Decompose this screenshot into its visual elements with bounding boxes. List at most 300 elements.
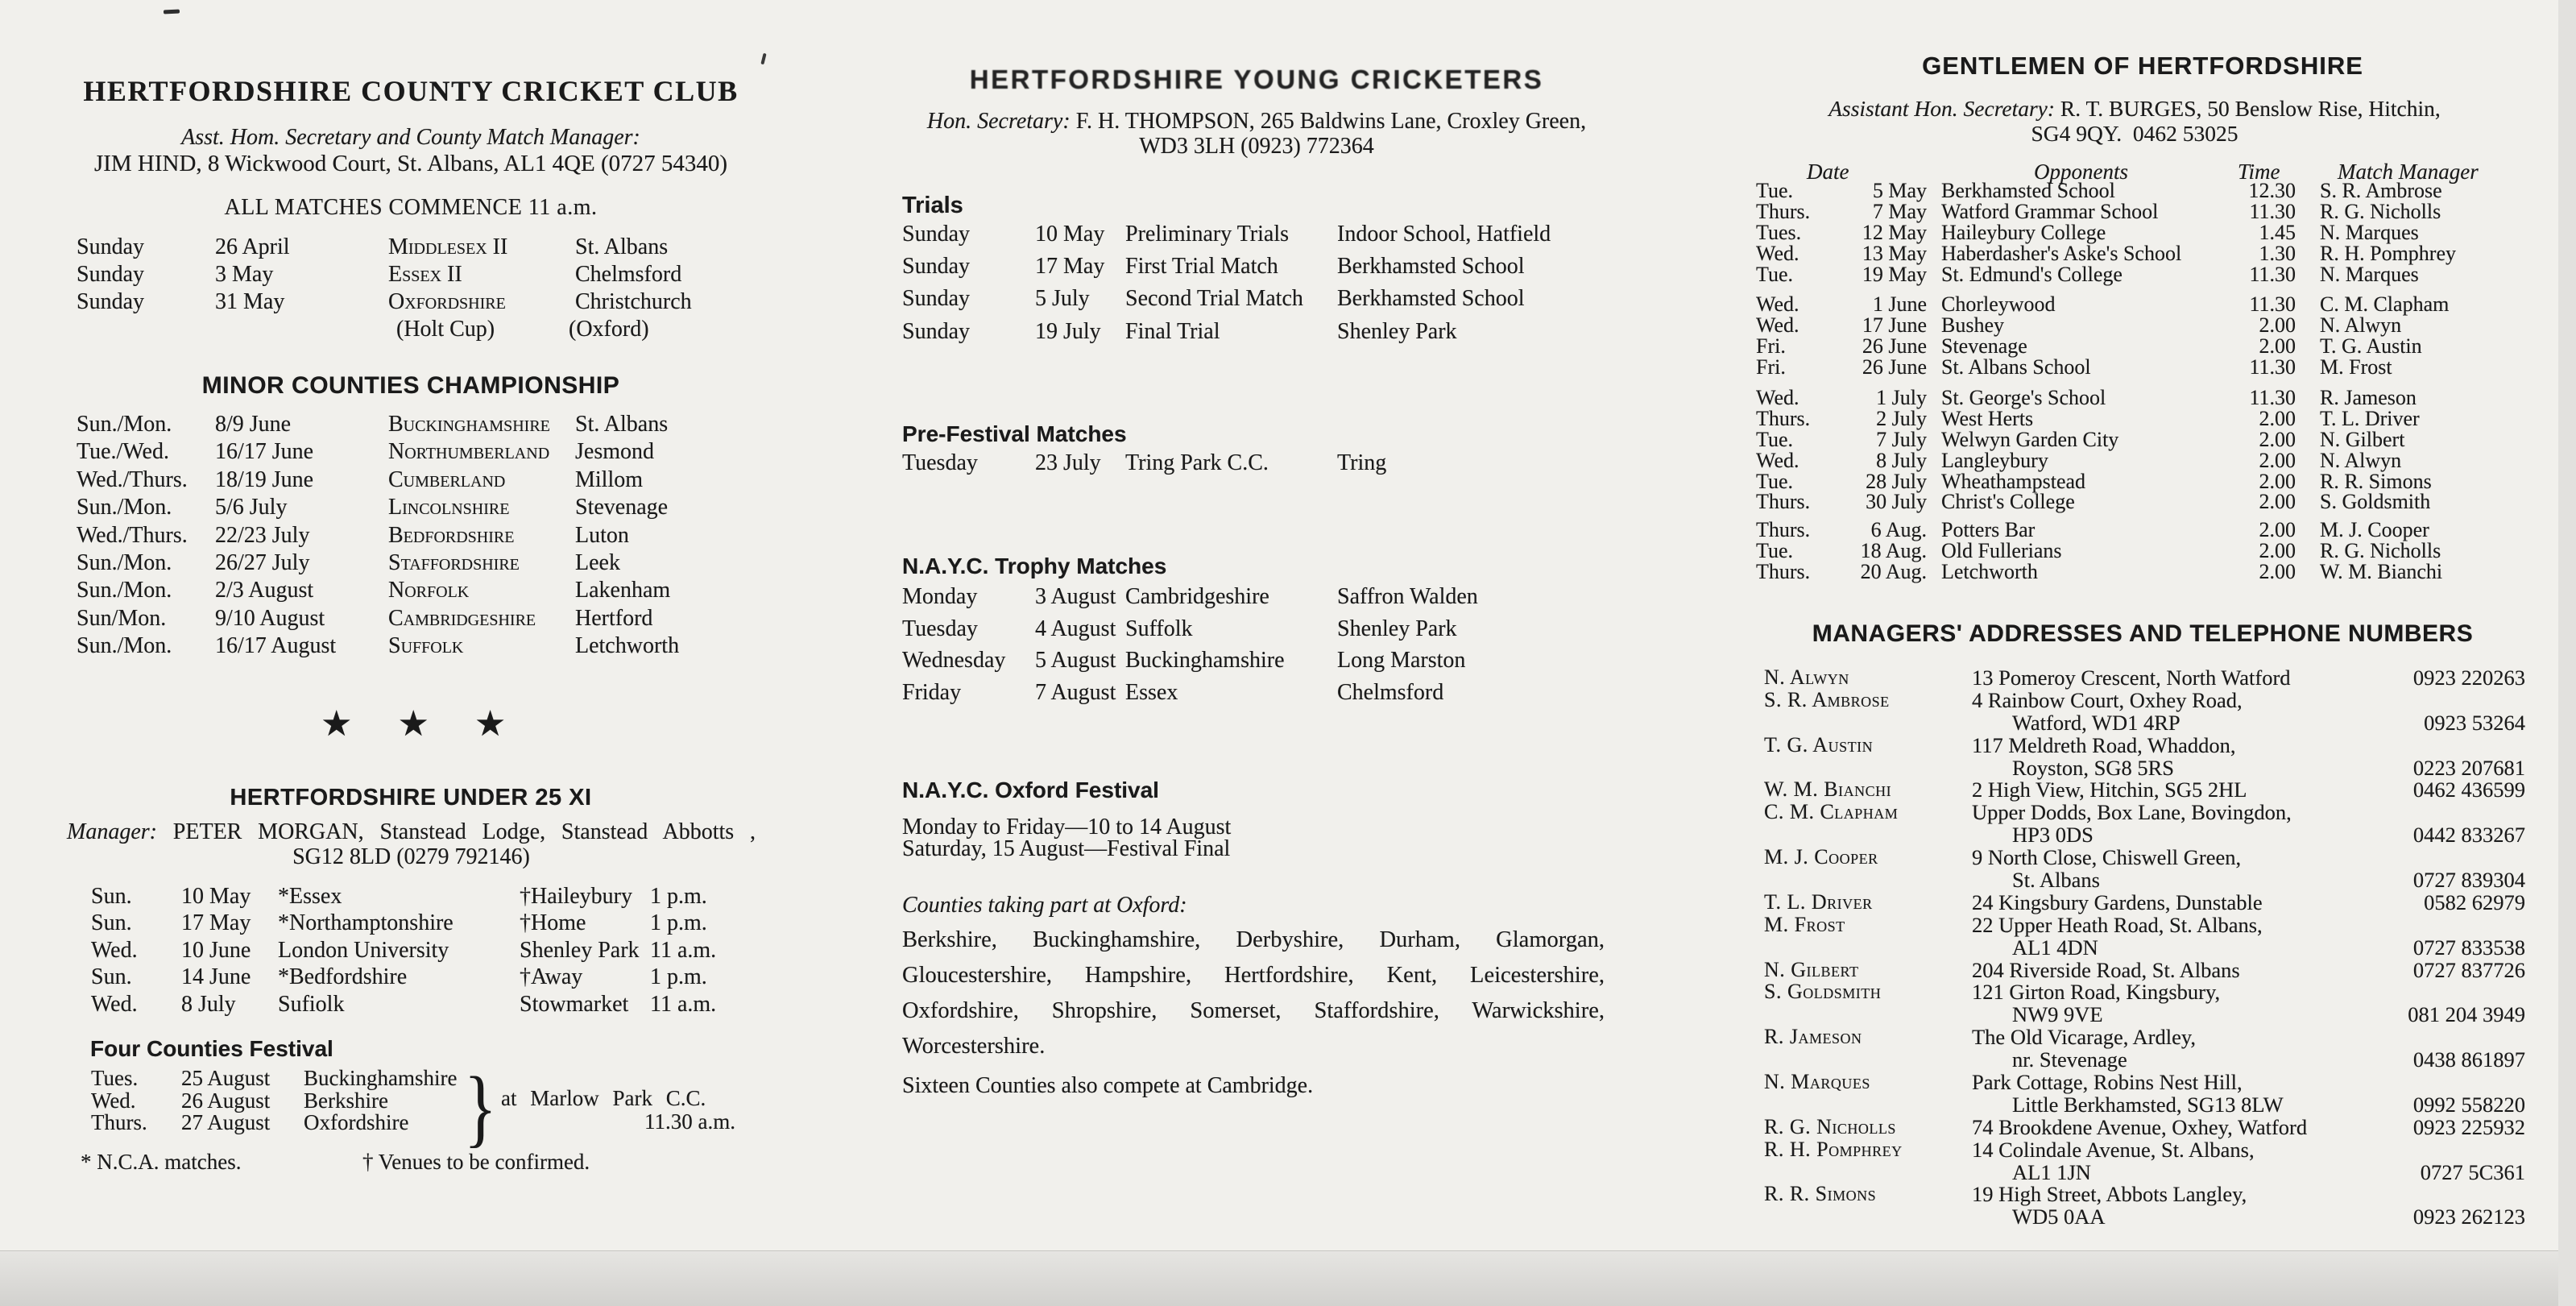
right-secretary-line <box>1692 96 2576 122</box>
fixture-match-manager: T. G. Austin <box>2320 334 2422 358</box>
fixture-time: 11 a.m. <box>650 937 717 963</box>
match-day: Friday <box>902 680 962 706</box>
fixture-day: Tue./Wed. <box>77 439 169 465</box>
match-venue: Chelmsford <box>1337 680 1444 706</box>
manager-name: C. M. Clapham <box>1764 800 1899 824</box>
fixture-day: Sun./Mon. <box>77 549 172 575</box>
fixture-date: 1 June <box>1872 292 1927 316</box>
fixture-day: Sun./Mon. <box>77 633 172 659</box>
fixture-date: 20 Aug. <box>1860 559 1927 583</box>
prefestival-table <box>902 452 1643 484</box>
counties-line: Gloucestershire, Hampshire, Hertfordshire, Kent, Leicestershire, <box>902 963 1605 988</box>
fixture-day: Thurs. <box>1756 199 1811 223</box>
fixture-date: 26 August <box>181 1088 271 1113</box>
fixture-opponent: Cambridgeshire <box>388 605 536 631</box>
fixture-time: 2.00 <box>2259 448 2296 472</box>
match-day: Monday <box>902 584 978 609</box>
fixture-date: 3 May <box>215 262 274 287</box>
manager-address: Upper Dodds, Box Lane, Bovingdon, <box>1972 800 2292 825</box>
fixture-match-manager: N. Marques <box>2320 262 2419 286</box>
manager-address: 117 Meldreth Road, Whaddon, <box>1972 732 2236 757</box>
manager-name: N. Marques <box>1764 1070 1870 1094</box>
match-date: 5 August <box>1035 648 1116 674</box>
match-opponent: Tring Park C.C. <box>1125 450 1269 475</box>
fixture-time: 12.30 <box>2248 179 2296 202</box>
fixture-venue: Millom <box>575 466 644 492</box>
manager-address: 74 Brookdene Avenue, Oxhey, Watford <box>1972 1114 2308 1139</box>
manager-address-line <box>1764 914 2525 937</box>
match-opponent: Essex <box>1125 680 1178 706</box>
fixture-date: 31 May <box>215 289 285 314</box>
cambridge-note: Sixteen Counties also compete at Cambridge. <box>902 1073 1314 1098</box>
fixture-day: Thurs. <box>1756 518 1811 541</box>
star-icon: ★ <box>397 704 429 744</box>
four-counties-title: Four Counties Festival <box>90 1036 333 1061</box>
fixture-opponent: Oxfordshire <box>388 289 506 314</box>
fixture-opponent: Berkshire <box>304 1088 388 1113</box>
column-header-opponents: Opponents <box>2034 160 2128 184</box>
manager-address: 9 North Close, Chiswell Green, <box>1972 845 2242 870</box>
fixture-match-manager: R. Jameson <box>2320 386 2417 409</box>
match-date: 3 August <box>1035 584 1116 609</box>
manager-address-line <box>1764 1139 2525 1162</box>
trial-venue: Shenley Park <box>1337 318 1457 344</box>
fixture-time: 2.00 <box>2259 518 2296 541</box>
fixture-venue: †Haileybury <box>520 884 632 909</box>
fixture-time: 1 p.m. <box>650 910 707 936</box>
match-venue: Shenley Park <box>1337 616 1457 641</box>
manager-phone: 0923 262123 <box>2412 1204 2525 1229</box>
secretary-name: F. H. THOMPSON, 265 Baldwins Lane, Croxley Green, <box>1070 109 1587 134</box>
brace-glyph: } <box>464 1058 497 1156</box>
fixture-date: 6 Aug. <box>1870 518 1927 541</box>
counties-line: Oxfordshire, Shropshire, Somerset, Staffordshire, Warwickshire, <box>902 998 1605 1023</box>
fixture-venue: Leek <box>575 549 620 575</box>
fixture-opponent: *Bedfordshire <box>278 964 408 990</box>
fixture-venue: St. Albans <box>575 234 669 259</box>
fixture-date: 8 July <box>181 991 236 1017</box>
manager-address-line <box>1764 1206 2525 1229</box>
manager-address-line <box>1764 981 2525 1004</box>
manager-address: 22 Upper Heath Road, St. Albans, <box>1972 912 2263 937</box>
fixture-date: 27 August <box>181 1110 271 1134</box>
scan-artifact-tick <box>760 53 766 65</box>
counties-line: Berkshire, Buckinghamshire, Derbyshire, Durham, Glamorgan, <box>902 927 1605 952</box>
fixture-date: 7 July <box>1876 427 1927 451</box>
under25-manager-line2: SG12 8LD (0279 792146) <box>292 844 530 869</box>
manager-name: T. L. Driver <box>1764 889 1873 914</box>
fixture-opponent: St. Albans School <box>1941 354 2091 379</box>
manager-phone: 0923 53264 <box>2424 710 2525 735</box>
fixture-day: Thurs. <box>1756 406 1811 430</box>
manager-address-line <box>1764 1026 2525 1049</box>
fixture-venue: Shenley Park <box>520 937 640 963</box>
prefestival-title: Pre-Festival Matches <box>902 421 1127 446</box>
fixture-day: Tues. <box>1756 220 1802 244</box>
middle-secretary-line <box>878 109 1635 135</box>
manager-name: PETER MORGAN, Stanstead Lodge, Stanstead Abbotts , <box>156 819 756 844</box>
fixture-match-manager: N. Marques <box>2320 220 2419 244</box>
fixture-time: 2.00 <box>2259 313 2296 337</box>
fixture-opponent: Suffolk <box>388 633 464 659</box>
left-secretary-label: Asst. Hom. Secretary and County Match Manager: <box>181 125 640 150</box>
under25-table <box>91 885 747 1020</box>
trial-venue: Indoor School, Hatfield <box>1337 222 1551 247</box>
fixture-date: 14 June <box>181 964 251 990</box>
fixture-match-manager: M. Frost <box>2320 354 2392 379</box>
manager-name: R. Jameson <box>1764 1025 1862 1049</box>
match-date: 7 August <box>1035 680 1116 706</box>
fixture-date: 17 May <box>181 910 251 936</box>
gentlemen-fixtures-july <box>1756 388 2562 512</box>
manager-name: M. Frost <box>1764 912 1845 936</box>
fixture-match-manager: N. Gilbert <box>2320 427 2405 451</box>
fixture-time: 2.00 <box>2259 490 2296 514</box>
fixture-opponent: Norfolk <box>388 578 470 603</box>
trial-date: 19 July <box>1035 318 1101 344</box>
manager-address: The Old Vicarage, Ardley, <box>1972 1025 2197 1050</box>
fixture-date: 26/27 July <box>215 549 310 575</box>
fixture-opponent: *Northamptonshire <box>278 910 453 936</box>
match-venue: Saffron Walden <box>1337 584 1478 609</box>
fixture-opponent: Sufiolk <box>278 991 345 1017</box>
fixture-venue: Stowmarket <box>520 991 629 1017</box>
manager-label: Manager: <box>67 819 157 844</box>
fixture-date: 22/23 July <box>215 522 310 548</box>
fixture-opponent: St. George's School <box>1941 386 2106 409</box>
fixture-date: 26 June <box>1862 334 1927 358</box>
manager-address: 204 Riverside Road, St. Albans <box>1972 957 2240 982</box>
fixture-day: Sun. <box>91 910 132 936</box>
match-opponent: Buckinghamshire <box>1125 648 1285 674</box>
fixture-time: 2.00 <box>2259 559 2296 583</box>
star-icon: ★ <box>321 704 353 744</box>
fixture-day: Tue. <box>1756 179 1794 202</box>
fixture-time: 11.30 <box>2249 386 2296 409</box>
fixture-opponent: Welwyn Garden City <box>1941 427 2119 451</box>
fixture-opponent: Wheathampstead <box>1941 469 2086 493</box>
manager-address-line <box>1764 937 2525 960</box>
commence-note: ALL MATCHES COMMENCE 11 a.m. <box>224 195 598 220</box>
trial-desc: Preliminary Trials <box>1125 222 1290 247</box>
fixture-opponent: Bedfordshire <box>388 522 515 548</box>
gentlemen-fixtures-may <box>1756 180 2562 284</box>
fixture-venue: Chelmsford <box>575 262 682 287</box>
manager-name: R. H. Pomphrey <box>1764 1137 1903 1161</box>
fixture-venue: Luton <box>575 522 629 548</box>
fixture-date: 25 August <box>181 1066 271 1090</box>
fixture-opponent: Haileybury College <box>1941 220 2106 244</box>
manager-address-continued: Royston, SG8 5RS <box>2012 755 2175 780</box>
match-venue: Long Marston <box>1337 648 1466 674</box>
fixture-time: 11.30 <box>2249 199 2296 223</box>
fixture-date: 7 May <box>1872 199 1927 223</box>
trophy-title: N.A.Y.C. Trophy Matches <box>902 553 1167 578</box>
fixture-opponent: Watford Grammar School <box>1941 199 2159 223</box>
manager-address-line <box>1764 1049 2525 1072</box>
trials-table <box>902 223 1643 353</box>
fixture-match-manager: R. G. Nicholls <box>2320 538 2441 562</box>
fixture-day: Sun./Mon. <box>77 495 172 520</box>
fixture-date: 17 June <box>1862 313 1927 337</box>
fixture-day: Wed. <box>91 991 138 1017</box>
fixture-match-manager: N. Alwyn <box>2320 313 2402 337</box>
fixture-opponent: Buckinghamshire <box>304 1066 458 1090</box>
manager-phone: 0442 833267 <box>2412 823 2525 848</box>
fixture-time: 1.30 <box>2259 241 2296 265</box>
fixture-day: Tue. <box>1756 469 1794 493</box>
manager-address-line <box>1764 957 2525 982</box>
fixture-day: Fri. <box>1756 354 1786 379</box>
gentlemen-title: GENTLEMEN OF HERTFORDSHIRE <box>1922 52 2363 80</box>
manager-address-line <box>1764 1004 2525 1026</box>
oxford-festival-title: N.A.Y.C. Oxford Festival <box>902 777 1159 802</box>
trial-date: 10 May <box>1035 222 1105 247</box>
manager-phone: 0923 220263 <box>2412 665 2525 690</box>
minor-counties-title: MINOR COUNTIES CHAMPIONSHIP <box>201 372 620 399</box>
manager-name: S. R. Ambrose <box>1764 687 1890 711</box>
fixture-day: Sun. <box>91 964 132 990</box>
manager-address: 4 Rainbow Court, Oxhey Road, <box>1972 687 2243 712</box>
fixture-day: Fri. <box>1756 334 1786 358</box>
manager-address: 2 High View, Hitchin, SG5 2HL <box>1972 777 2247 802</box>
fixture-venue: †Home <box>520 910 586 936</box>
fixture-venue: Christchurch <box>575 289 692 314</box>
fixture-match-manager: R. G. Nicholls <box>2320 199 2441 223</box>
trophy-table <box>902 586 1643 714</box>
manager-address-line <box>1764 802 2525 824</box>
manager-name: R. R. Simons <box>1764 1182 1877 1206</box>
fixture-date: 16/17 June <box>215 439 314 465</box>
fixture-opponent: Cumberland <box>388 466 506 492</box>
paper-edge-bottom <box>0 1250 2576 1306</box>
fixture-day: Sun/Mon. <box>77 605 167 631</box>
fixture-opponent: Chorleywood <box>1941 292 2056 316</box>
column-header-date: Date <box>1807 160 1849 184</box>
fixture-match-manager: N. Alwyn <box>2320 448 2402 472</box>
manager-address-line <box>1764 824 2525 847</box>
left-panel-title: HERTFORDSHIRE COUNTY CRICKET CLUB <box>83 75 739 107</box>
fixture-day: Wed. <box>91 937 138 963</box>
manager-address-line <box>1764 687 2525 712</box>
fixture-time: 2.00 <box>2259 469 2296 493</box>
manager-address-continued: AL1 1JN <box>2012 1159 2091 1184</box>
fixture-date: 26 June <box>1862 354 1927 379</box>
fixture-day: Wed./Thurs. <box>77 466 188 492</box>
match-opponent: Suffolk <box>1125 616 1193 641</box>
manager-address-line <box>1764 1184 2525 1206</box>
young-cricketers-title: HERTFORDSHIRE YOUNG CRICKETERS <box>969 64 1544 94</box>
trial-day: Sunday <box>902 222 970 247</box>
match-venue: Tring <box>1337 450 1387 475</box>
fixture-opponent: Lincolnshire <box>388 495 510 520</box>
fixture-date: 10 June <box>181 937 251 963</box>
fixture-time: 2.00 <box>2259 538 2296 562</box>
manager-address-line <box>1764 1159 2525 1184</box>
manager-phone: 0923 225932 <box>2412 1114 2525 1139</box>
manager-address-continued: NW9 9VE <box>2012 1002 2103 1027</box>
match-day: Tuesday <box>902 450 978 475</box>
fixture-opponent: Christ's College <box>1941 490 2075 514</box>
column-header-time: Time <box>2238 160 2280 184</box>
fixture-venue: Stevenage <box>575 495 669 520</box>
fixture-time: 1 p.m. <box>650 884 707 909</box>
manager-phone: 0727 5C361 <box>2420 1159 2525 1184</box>
fixture-opponent: London University <box>278 937 449 963</box>
fixture-date: 2/3 August <box>215 578 314 603</box>
fixture-day: Sun./Mon. <box>77 412 172 437</box>
right-secretary-line2: SG4 9QY. 0462 53025 <box>2031 121 2238 146</box>
fixture-day: Thurs. <box>91 1110 147 1134</box>
manager-name: N. Alwyn <box>1764 665 1849 689</box>
fixture-venue: Lakenham <box>575 578 671 603</box>
manager-address-continued: nr. Stevenage <box>2012 1047 2127 1072</box>
fixture-time: 2.00 <box>2259 406 2296 430</box>
fixture-date: 10 May <box>181 884 251 909</box>
fixture-day: Tue. <box>1756 538 1794 562</box>
fixture-date: 18/19 June <box>215 466 314 492</box>
fixture-date: 9/10 August <box>215 605 325 631</box>
fixture-day: Thurs. <box>1756 490 1811 514</box>
fixture-opponent: Middlesex II <box>388 234 508 259</box>
left-secretary-line: JIM HIND, 8 Wickwood Court, St. Albans, AL1 4QE (0727 54340) <box>93 151 728 176</box>
fixture-venue: †Away <box>520 964 583 990</box>
trial-date: 17 May <box>1035 254 1105 280</box>
fixture-opponent-wrap: (Holt Cup) <box>396 317 495 342</box>
manager-phone: 0462 436599 <box>2412 777 2525 802</box>
fixture-time: 2.00 <box>2259 334 2296 358</box>
fixture-venue: Letchworth <box>575 633 680 659</box>
fixture-time: 11.30 <box>2249 292 2296 316</box>
footnote-nca: * N.C.A. matches. <box>81 1150 242 1174</box>
gentlemen-fixtures-june <box>1756 294 2562 378</box>
fixture-day: Wed. <box>1756 313 1799 337</box>
star-icon: ★ <box>474 704 507 744</box>
fixture-time: 11 a.m. <box>650 991 717 1017</box>
manager-address-line <box>1764 1094 2525 1117</box>
fixture-day: Sun. <box>91 884 132 909</box>
manager-phone: 0223 207681 <box>2412 755 2525 780</box>
fixture-date: 30 July <box>1866 490 1927 514</box>
fixture-opponent: Old Fullerians <box>1941 538 2062 562</box>
manager-phone: 0727 837726 <box>2412 957 2525 982</box>
manager-name: M. J. Cooper <box>1764 845 1878 869</box>
manager-address-continued: Watford, WD1 4RP <box>2012 710 2180 735</box>
scan-artifact-dash <box>164 9 180 14</box>
fixture-day: Wed. <box>1756 448 1799 472</box>
fixture-opponent: Oxfordshire <box>304 1110 409 1134</box>
oxford-counties-label: Counties taking part at Oxford: <box>902 893 1187 918</box>
manager-address-line <box>1764 757 2525 780</box>
trial-day: Sunday <box>902 286 970 312</box>
fixture-day: Wed. <box>1756 292 1799 316</box>
manager-address-line <box>1764 667 2525 690</box>
manager-address-line <box>1764 1072 2525 1094</box>
fixture-day: Wed./Thurs. <box>77 522 188 548</box>
fixture-opponent: Stevenage <box>1941 334 2027 358</box>
manager-address-continued: HP3 0DS <box>2012 823 2094 848</box>
fixture-day: Sunday <box>77 262 144 287</box>
fixture-day: Tues. <box>91 1066 139 1090</box>
match-day: Wednesday <box>902 648 1006 674</box>
fixture-match-manager: W. M. Bianchi <box>2320 559 2443 583</box>
match-date: 23 July <box>1035 450 1101 475</box>
manager-address-line <box>1764 732 2525 757</box>
star-divider <box>321 703 506 744</box>
trial-day: Sunday <box>902 318 970 344</box>
middle-secretary-line2: WD3 3LH (0923) 772364 <box>1139 134 1374 159</box>
fixture-opponent: Haberdasher's Aske's School <box>1941 241 2182 265</box>
fixture-time: 1.45 <box>2259 220 2296 244</box>
fixture-date: 8/9 June <box>215 412 292 437</box>
gentlemen-fixtures-august <box>1756 520 2562 583</box>
fixture-date: 26 April <box>215 234 290 259</box>
fixture-day: Sun./Mon. <box>77 578 172 603</box>
manager-phone: 0438 861897 <box>2412 1047 2525 1072</box>
manager-address-line <box>1764 847 2525 869</box>
fixture-opponent: Berkhamsted School <box>1941 179 2115 202</box>
fixture-opponent: Staffordshire <box>388 549 520 575</box>
manager-name: S. Goldsmith <box>1764 980 1882 1004</box>
manager-phone: 0582 62979 <box>2424 889 2525 914</box>
manager-address: 24 Kingsbury Gardens, Dunstable <box>1972 889 2263 914</box>
fixture-day: Tue. <box>1756 427 1794 451</box>
fixture-day: Thurs. <box>1756 559 1811 583</box>
fixture-match-manager: R. R. Simons <box>2320 469 2432 493</box>
four-counties-time: 11.30 a.m. <box>644 1109 735 1134</box>
manager-name: T. G. Austin <box>1764 732 1874 757</box>
match-day: Tuesday <box>902 616 978 641</box>
counties-line: Worcestershire. <box>902 1034 1046 1059</box>
manager-phone: 0727 833538 <box>2412 935 2525 960</box>
fixture-match-manager: M. J. Cooper <box>2320 518 2429 541</box>
fixture-date: 5 May <box>1872 179 1927 202</box>
fixture-time: 1 p.m. <box>650 964 707 990</box>
fixture-venue-wrap: (Oxford) <box>569 317 649 342</box>
trial-desc: Second Trial Match <box>1125 286 1303 312</box>
manager-address-continued: AL1 4DN <box>2012 935 2098 960</box>
trial-desc: First Trial Match <box>1125 254 1278 280</box>
fixture-opponent: West Herts <box>1941 406 2034 430</box>
fixture-venue: Jesmond <box>575 439 654 465</box>
minor-counties-table <box>77 413 785 663</box>
column-header-match-manager: Match Manager <box>2338 160 2479 184</box>
fixture-date: 18 Aug. <box>1860 538 1927 562</box>
fixture-match-manager: T. L. Driver <box>2320 406 2420 430</box>
trial-day: Sunday <box>902 254 970 280</box>
four-counties-venue: at Marlow Park C.C. <box>501 1086 706 1110</box>
footnote-venues: † Venues to be confirmed. <box>362 1150 590 1174</box>
trial-venue: Berkhamsted School <box>1337 254 1525 280</box>
fixture-time: 2.00 <box>2259 427 2296 451</box>
manager-address-continued: WD5 0AA <box>2012 1204 2106 1229</box>
secretary-label: Assistant Hon. Secretary: <box>1828 96 2056 121</box>
fixture-opponent: Essex II <box>388 262 462 287</box>
fixture-date: 28 July <box>1866 469 1927 493</box>
manager-address: 121 Girton Road, Kingsbury, <box>1972 980 2221 1005</box>
manager-address: 14 Colindale Avenue, St. Albans, <box>1972 1137 2255 1162</box>
fixture-venue: Hertford <box>575 605 653 631</box>
fixture-date: 8 July <box>1876 448 1927 472</box>
manager-address-line <box>1764 779 2525 802</box>
manager-address: 19 High Street, Abbots Langley, <box>1972 1182 2247 1207</box>
manager-phone: 0727 839304 <box>2412 868 2525 893</box>
manager-phone: 081 204 3949 <box>2408 1002 2525 1027</box>
manager-phone: 0992 558220 <box>2412 1092 2525 1117</box>
fixture-day: Sunday <box>77 289 144 314</box>
under25-manager-line <box>67 821 756 844</box>
oxford-dates-line1: Monday to Friday—10 to 14 August <box>902 815 1232 840</box>
